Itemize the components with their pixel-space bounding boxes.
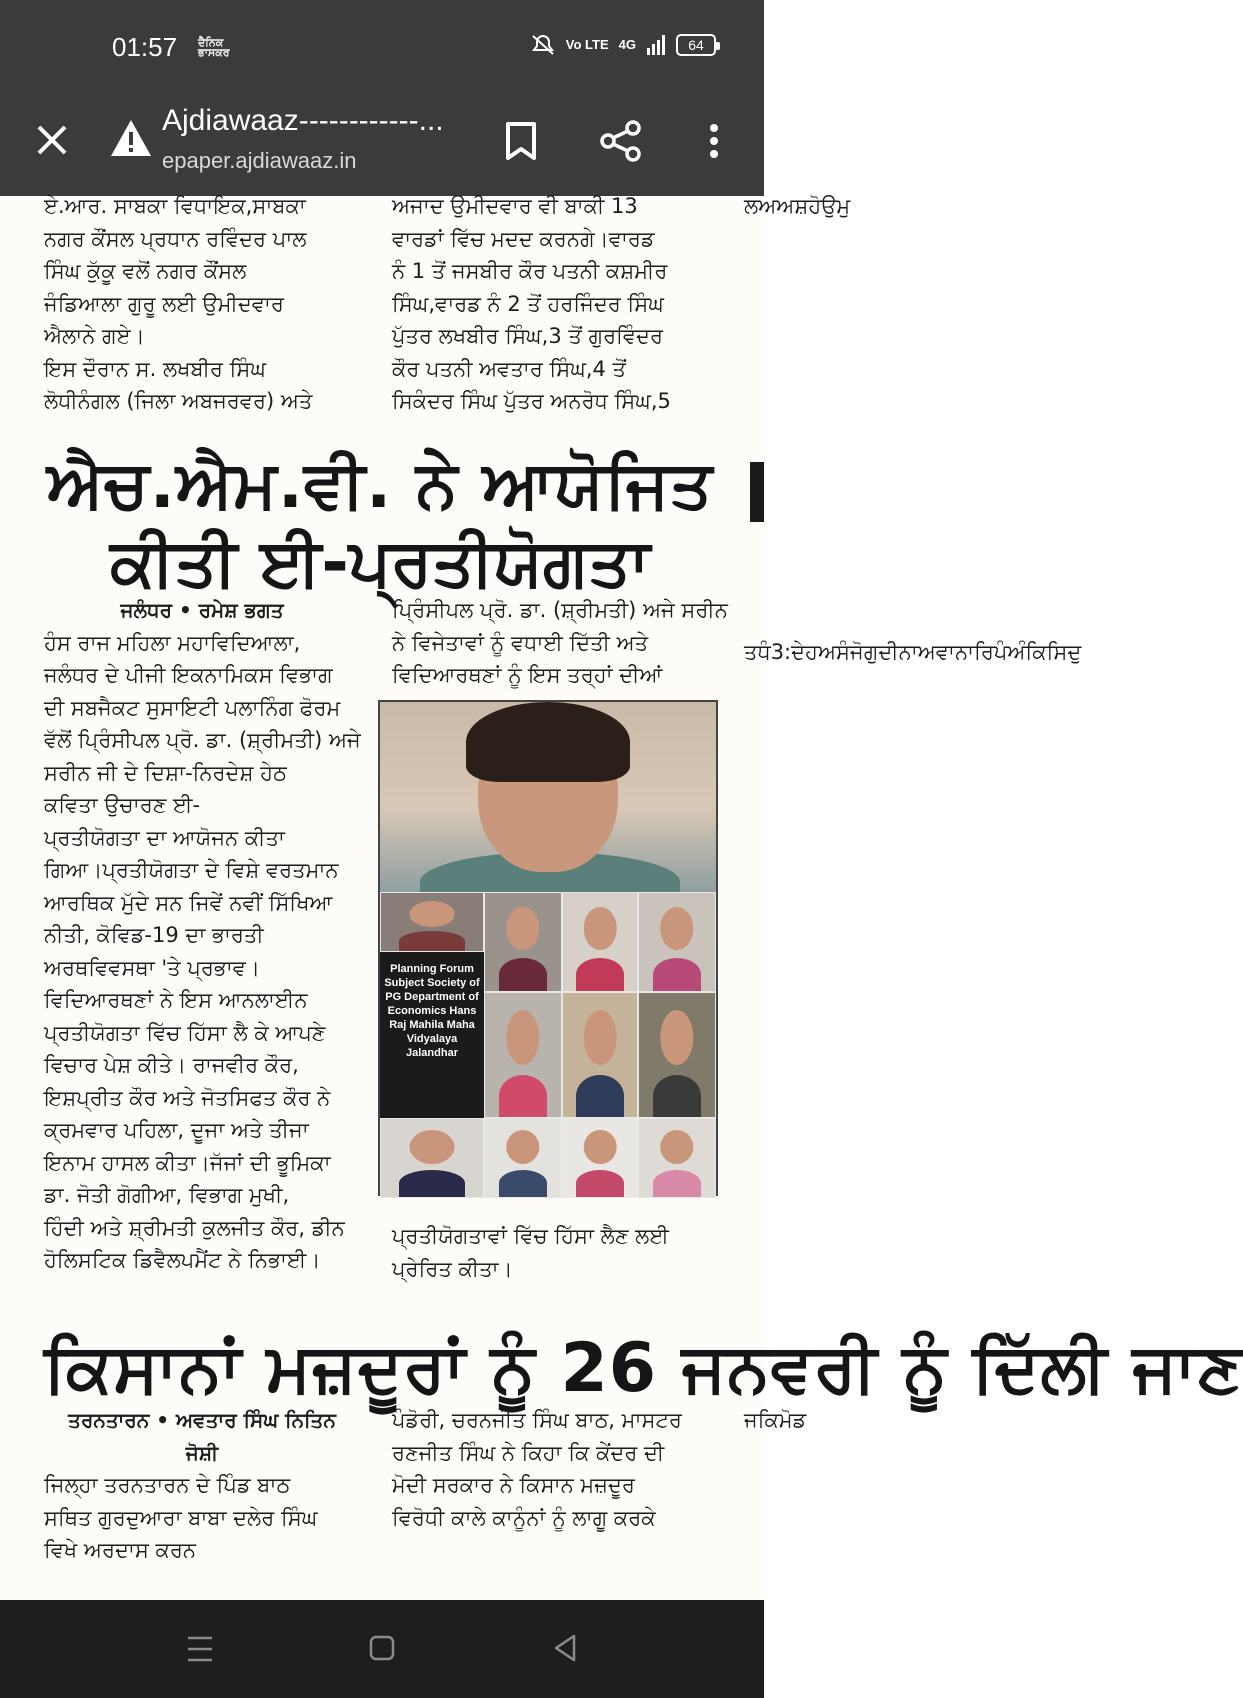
text-line: ਹਿੰਦੀ ਅਤੇ ਸ਼੍ਰੀਮਤੀ ਕੁਲਜੀਤ ਕੌਰ, ਡੀਨ: [44, 1215, 345, 1240]
text-line: ਵਿਰੋਧੀ ਕਾਲੇ ਕਾਨੂੰਨਾਂ ਨੂੰ ਲਾਗੂ ਕਰਕੇ: [392, 1505, 656, 1530]
battery-level: 64: [688, 37, 704, 53]
text-line: ਜੋ: [850, 640, 864, 664]
text-line: ਵਾ: [935, 640, 955, 664]
text-line: ਨਗਰ ਕੌਂਸਲ ਪ੍ਰਧਾਨ ਰਵਿੰਦਰ ਪਾਲ: [44, 226, 307, 251]
text-line: ਇਸ ਦੌਰਾਨ ਸ. ਲਖਬੀਰ ਸਿੰਘ: [44, 356, 266, 381]
text-line: ਹੰਸ ਰਾਜ ਮਹਿਲਾ ਮਹਾਵਿਦਿਆਲਾ,: [44, 630, 301, 655]
collage-tile: [484, 992, 562, 1118]
text-line: ਰਿ: [974, 640, 994, 664]
article-photo-collage[interactable]: [378, 700, 718, 1196]
text-line: ਪ੍ਰਤੀਯੋਗਤਾ ਦਾ ਆਯੋਜਨ ਕੀਤਾ: [44, 825, 285, 850]
text-line: ਅ: [776, 194, 795, 218]
text-line: ਨਾ: [954, 640, 975, 664]
main-article-right-column: [392, 594, 728, 692]
text-line: ਪ੍ਰੇਰਿਤ ਕੀਤਾ।: [392, 1256, 513, 1281]
text-line: ਏ.ਆਰ. ਸਾਬਕਾ ਵਿਧਾਇਕ,ਸਾਬਕਾ: [44, 194, 306, 218]
text-line: ਕਿ: [1025, 640, 1047, 664]
text-line: ਨੇ ਵਿਜੇਤਾਵਾਂ ਨੂੰ ਵਧਾਈ ਦਿੱਤੀ ਅਤੇ: [392, 630, 649, 655]
share-button[interactable]: [596, 116, 646, 166]
collage-tile: [638, 892, 716, 992]
collage-tile: [562, 992, 638, 1118]
text-line: ਨਾ: [898, 640, 918, 664]
text-line: ਰਣਜੀਤ ਸਿੰਘ ਨੇ ਕਿਹਾ ਕਿ ਕੇਂਦਰ ਦੀ: [392, 1440, 665, 1465]
text-line: ਲੋਧੀਨੰਗਲ (ਜਿਲਾ ਅਬਜਰਵਰ) ਅਤੇ: [44, 389, 313, 413]
bottom-byline: ਤਰਨਤਾਰਨ • ਅਵਤਾਰ ਸਿੰਘ ਨਿਤਿਨ: [68, 1408, 336, 1432]
text-line: ਵਿਚਾਰ ਪੇਸ਼ ਕੀਤੇ। ਰਾਜਵੀਰ ਕੌਰ,: [44, 1053, 299, 1077]
network-type: 4G: [618, 37, 636, 52]
text-line: ਮੋਦੀ ਸਰਕਾਰ ਨੇ ਕਿਸਾਨ ਮਜ਼ਦੂਰ: [392, 1473, 635, 1497]
main-article-edge-column: [744, 636, 1082, 669]
text-line: ਪ੍ਰਿੰਸੀਪਲ ਪ੍ਰੋ. ਡਾ. (ਸ਼੍ਰੀਮਤੀ) ਅਜੇ ਸਰੀਨ: [392, 598, 728, 622]
bookmark-button[interactable]: [498, 118, 544, 164]
text-line: ਇਸ਼ਪ੍ਰੀਤ ਕੌਰ ਅਤੇ ਜੋਤਸਿਫਤ ਕੌਰ ਨੇ: [44, 1085, 331, 1110]
bottom-article-right-column: [392, 1404, 718, 1534]
more-options-button[interactable]: [694, 116, 734, 166]
top-article-left-column: [44, 190, 360, 418]
back-button[interactable]: [548, 1630, 584, 1666]
text-line: ਦੁ: [1067, 640, 1082, 664]
text-line: ਜਲੰਧਰ ਦੇ ਪੀਜੀ ਇਕਨਾਮਿਕਸ ਵਿਭਾਗ: [44, 663, 333, 687]
text-line: ਵਾਰਡਾਂ ਵਿੱਚ ਮਦਦ ਕਰਨਗੇ।ਵਾਰਡ: [392, 226, 655, 251]
text-line: ਸਥਿਤ ਗੁਰਦੁਆਰਾ ਬਾਬਾ ਦਲੇਰ ਸਿੰਘ: [44, 1505, 318, 1530]
text-line: ਨੰ 1 ਤੋਂ ਜਸਬੀਰ ਕੌਰ ਪਤਨੀ ਕਸ਼ਮੀਰ: [392, 259, 668, 283]
photo-caption: Planning Forum Subject Society of PG Department of Economics Hans Raj Mahila Maha Vidyalaya Jalandhar: [380, 952, 484, 1118]
text-line: ਕਵਿਤਾ ਉਚਾਰਣ ਈ-: [44, 793, 201, 817]
text-line: ਉ: [821, 194, 837, 218]
warning-icon[interactable]: [110, 118, 152, 158]
text-line: ਜ: [744, 1408, 758, 1432]
share-icon: [600, 120, 642, 162]
text-line: ਵਿਖੇ ਅਰਦਾਸ ਕਰਨ: [44, 1538, 197, 1562]
text-line: ਇਨਾਮ ਹਾਸਲ ਕੀਤਾ।ਜੱਜਾਂ ਦੀ ਭੂਮਿਕਾ: [44, 1150, 331, 1175]
photo-figure-hair: [466, 702, 630, 782]
text-line: ਵਿਦਿਆਰਥਣਾਂ ਨੇ ਇਸ ਆਨਲਾਈਨ: [44, 988, 308, 1012]
main-headline-line1: ਐਚ.ਐਮ.ਵੀ. ਨੇ ਆਯੋਜਿਤ: [46, 446, 714, 523]
text-line: ਅਜਾਦ ਉਮੀਦਵਾਰ ਵੀ ਬਾਕੀ 13: [392, 194, 638, 218]
text-line: ਅੰ: [1007, 640, 1026, 664]
text-line: ਵੱਲੋਂ ਪ੍ਰਿੰਸੀਪਲ ਪ੍ਰੋ. ਡਾ. (ਸ਼੍ਰੀਮਤੀ) ਅਜੇ: [44, 728, 361, 752]
text-line: ਸਿੰਘ ਕੁੱਕੂ ਵਲੋਂ ਨਗਰ ਕੌਂਸਲ: [44, 259, 247, 283]
collage-tile: [638, 1118, 716, 1198]
collage-tile: [638, 992, 716, 1118]
text-line: ਡ: [792, 1408, 807, 1432]
text-line: ਸਰੀਨ ਜੀ ਦੇ ਦਿਸ਼ਾ-ਨਿਰਦੇਸ਼ ਹੇਠ: [44, 760, 287, 785]
text-line: ਦੀ ਸਬਜੈਕਟ ਸੁਸਾਇਟੀ ਪਲਾਨਿੰਗ ਫੋਰਮ: [44, 695, 341, 720]
close-button[interactable]: [28, 116, 76, 164]
text-line: ਹੋ: [808, 194, 822, 218]
text-line: ਸਿ: [1046, 640, 1068, 664]
bottom-headline: ਕਿਸਾਨਾਂ ਮਜ਼ਦੂਰਾਂ ਨੂੰ 26 ਜਨਵਰੀ ਨੂੰ ਦਿੱਲੀ ਜਾਣ: [44, 1329, 1243, 1408]
text-line: ਜੰਡਿਆਲਾ ਗੁਰੂ ਲਈ ਉਮੀਦਵਾਰ: [44, 291, 284, 316]
text-line: ਨੀਤੀ, ਕੋਵਿਡ-19 ਦਾ ਭਾਰਤੀ: [44, 923, 264, 947]
text-line: ਅ: [817, 640, 836, 664]
text-line: ਪੁੱਤਰ ਲਖਬੀਰ ਸਿੰਘ,3 ਤੋਂ ਗੁਰਵਿੰਦਰ: [392, 324, 663, 348]
browser-toolbar: [0, 92, 764, 196]
text-line: ਕ੍ਰਮਵਾਰ ਪਹਿਲਾ, ਦੂਜਾ ਅਤੇ ਤੀਜਾ: [44, 1118, 309, 1142]
text-line: 3:: [770, 640, 792, 664]
collage-tile: [562, 892, 638, 992]
bottom-article-edge-column: [744, 1404, 807, 1437]
collage-tile: [380, 1118, 484, 1198]
main-byline: ਜਲੰਧਰ • ਰਮੇਸ਼ ਭਗਤ: [120, 598, 284, 622]
bookmark-icon: [505, 121, 537, 161]
text-line: ਆਰਥਿਕ ਮੁੱਦੇ ਸਨ ਜਿਵੇਂ ਨਵੀਂ ਸਿੱਖਿਆ: [44, 890, 333, 915]
text-line: ਕੌਰ ਪਤਨੀ ਅਵਤਾਰ ਸਿੰਘ,4 ਤੋਂ: [392, 356, 626, 381]
battery-icon: [676, 34, 716, 56]
text-line: ਵਿਦਿਆਰਥਣਾਂ ਨੂੰ ਇਸ ਤਰ੍ਹਾਂ ਦੀਆਂ: [392, 663, 663, 687]
top-article-right-column: [392, 190, 718, 418]
text-line: ਸੰ: [836, 640, 850, 664]
text-line: ਐਲਾਨੇ ਗਏ।: [44, 324, 145, 348]
home-button[interactable]: [364, 1630, 400, 1666]
bottom-article-left-column: [44, 1404, 360, 1567]
page-title: Ajdiawaaz------------...: [162, 104, 444, 137]
collage-tile: [484, 892, 562, 992]
text-line: ਮੁ: [836, 194, 851, 218]
text-line: ਧੰ: [757, 640, 771, 664]
status-bar: [0, 0, 764, 92]
recent-apps-button[interactable]: [182, 1632, 218, 1666]
collage-tile: [484, 1118, 562, 1198]
text-line: ਪੰਡੋਰੀ, ਚਰਨਜੀਤ ਸਿੰਘ ਬਾਠ, ਮਾਸਟਰ: [392, 1408, 682, 1432]
main-headline-line2: ਕੀਤੀ ਈ-ਪ੍ਰਤੀਯੋਗਤਾ: [110, 524, 650, 601]
text-line: ਗੁ: [863, 640, 879, 664]
status-time: 01:57: [112, 32, 178, 62]
text-line: ਦੇ: [791, 640, 806, 664]
text-line: ਗਿਆ।ਪ੍ਰਤੀਯੋਗਤਾ ਦੇ ਵਿਸ਼ੇ ਵਰਤਮਾਨ: [44, 858, 339, 882]
text-line: ਪ੍ਰਤੀਯੋਗਤਾਵਾਂ ਵਿੱਚ ਹਿੱਸਾ ਲੈਣ ਲਈ: [392, 1224, 669, 1248]
headline-edge-mark: [750, 462, 764, 522]
text-line: ਸ਼: [794, 194, 809, 218]
close-icon: [36, 124, 68, 156]
signal-icon: [646, 34, 666, 56]
status-icons: [530, 34, 716, 56]
text-line: ਅ: [917, 640, 936, 664]
epaper-page[interactable]: [0, 194, 1243, 1600]
page-url[interactable]: epaper.ajdiawaaz.in: [162, 148, 357, 173]
bottom-byline-2: ਜੋਸ਼ੀ: [185, 1440, 219, 1465]
text-line: ਕਿ: [757, 1408, 779, 1432]
main-article-after-photo: [392, 1220, 718, 1285]
text-line: ਅ: [758, 194, 777, 218]
text-line: ਸਿੰਘ,ਵਾਰਡ ਨੰ 2 ਤੋਂ ਹਰਜਿੰਦਰ ਸਿੰਘ: [392, 291, 664, 316]
collage-tile: [380, 892, 484, 952]
text-line: ਅਰਥਵਿਵਸਥਾ 'ਤੇ ਪ੍ਰਭਾਵ।: [44, 955, 261, 980]
text-line: ਤ: [744, 640, 758, 664]
main-article-left-column: [44, 594, 360, 1277]
text-line: ਪੰ: [993, 640, 1008, 664]
collage-tile: [562, 1118, 638, 1198]
text-line: ਹੋਲਿਸਟਿਕ ਡਿਵੈਲਪਮੈਂਟ ਨੇ ਨਿਭਾਈ।: [44, 1248, 321, 1272]
app-notification-icon: ਦੈਨਿਕ ਭਾਸਕਰ: [198, 36, 230, 59]
mute-icon: [530, 34, 556, 56]
system-navigation-bar: [0, 1600, 764, 1698]
text-line: ਜਿਲ੍ਹਾ ਤਰਨਤਾਰਨ ਦੇ ਪਿੰਡ ਬਾਠ: [44, 1473, 291, 1497]
text-line: ਪ੍ਰਤੀਯੋਗਤਾ ਵਿੱਚ ਹਿੱਸਾ ਲੈ ਕੇ ਆਪਣੇ: [44, 1020, 326, 1045]
more-vert-icon: [709, 123, 719, 159]
text-line: ਹ: [805, 640, 818, 664]
volte-icon: Vo LTE: [565, 37, 609, 52]
principal-photo: [380, 702, 716, 892]
text-line: ਦੀ: [878, 640, 899, 664]
top-article-edge-column: [744, 190, 851, 223]
text-line: ਮੋ: [778, 1408, 793, 1432]
text-line: ਸਿਕੰਦਰ ਸਿੰਘ ਪੁੱਤਰ ਅਨਰੋਧ ਸਿੰਘ,5: [392, 389, 671, 413]
text-line: ਡਾ. ਜੋਤੀ ਗੋਗੀਆ, ਵਿਭਾਗ ਮੁਖੀ,: [44, 1183, 290, 1207]
text-line: ਲ: [744, 194, 759, 218]
